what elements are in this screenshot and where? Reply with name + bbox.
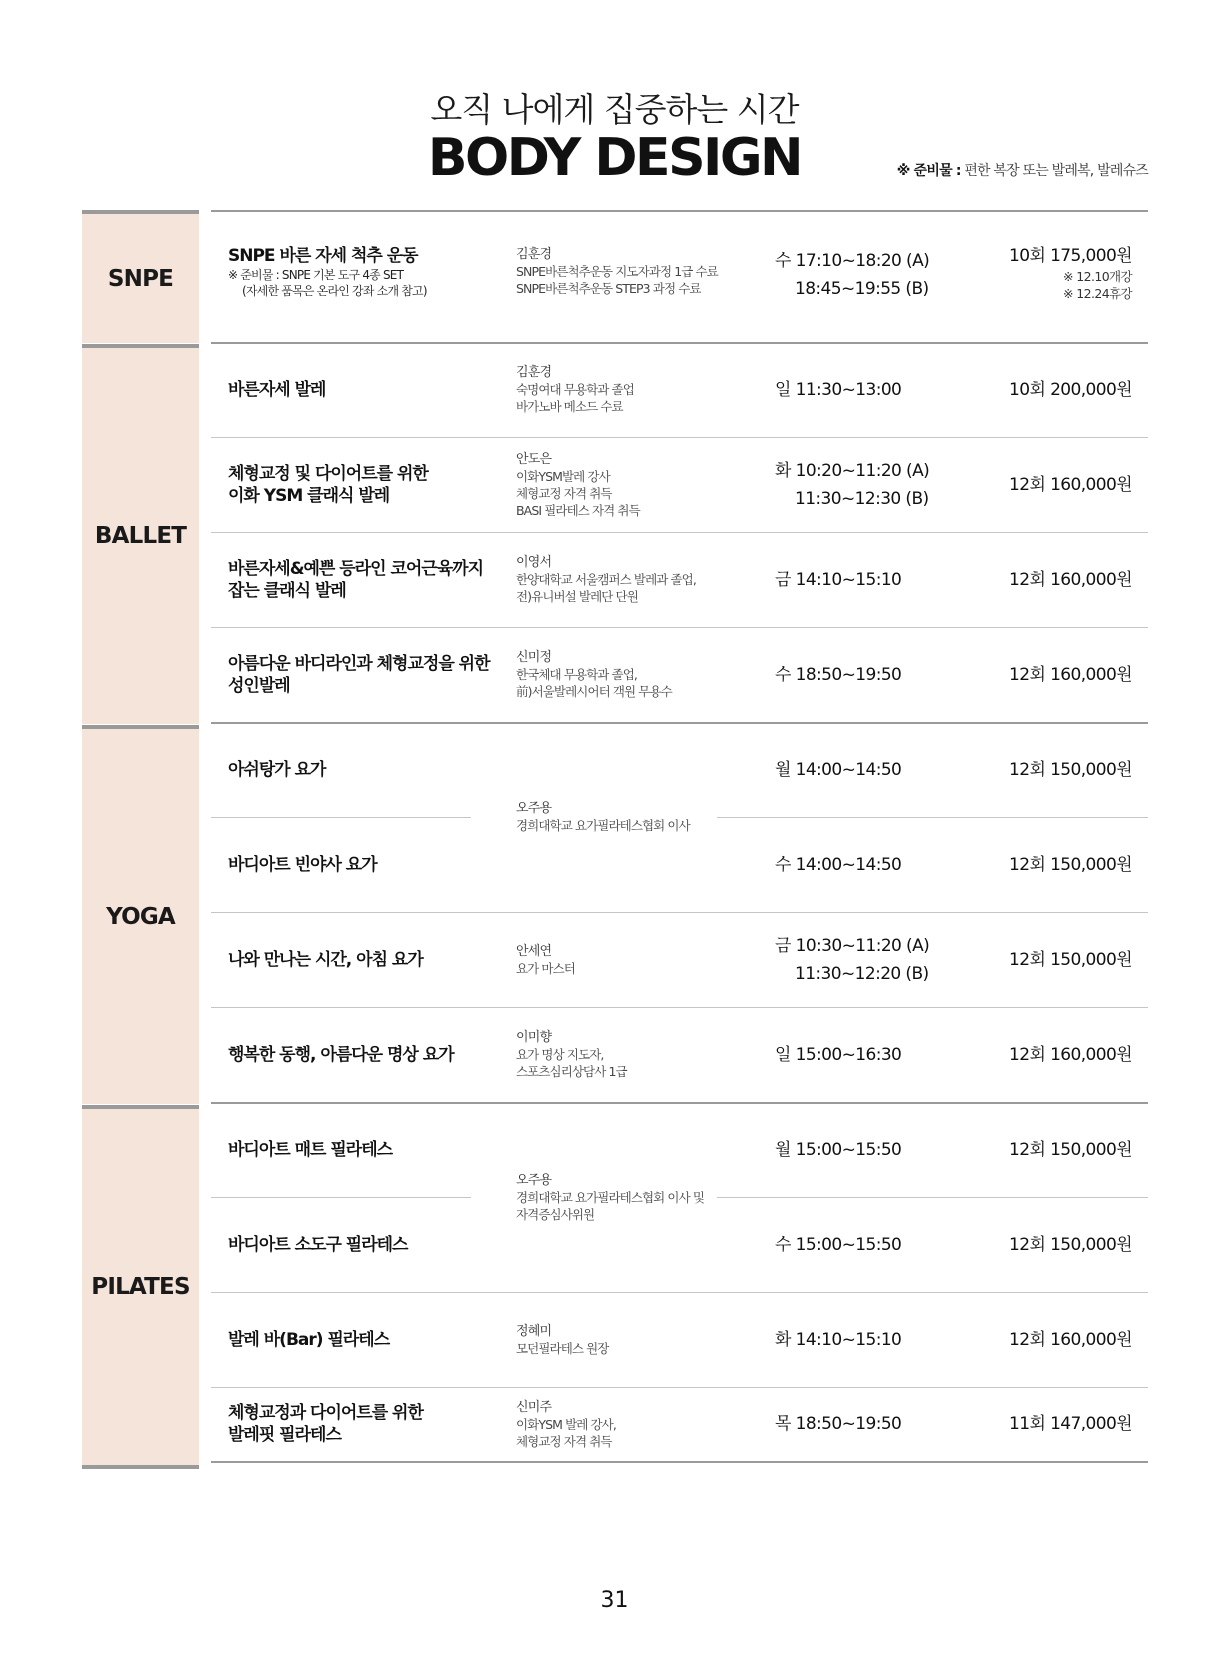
price-note: ※ 12.24휴강 — [1063, 286, 1132, 301]
instructor-credential: 자격증심사위원 — [516, 1206, 595, 1222]
class-name: 발레 바(Bar) 필라테스 — [228, 1329, 390, 1350]
class-name-cell — [228, 722, 498, 817]
class-name-cell — [228, 437, 498, 532]
schedule-time: 11:30~12:30 (B) — [795, 488, 929, 509]
instructor-credential: SNPE바른척추운동 지도자과정 1급 수료 — [516, 264, 718, 279]
class-name: 나와 만나는 시간, 아침 요가 — [228, 949, 423, 970]
price-cell — [960, 1292, 1132, 1387]
class-name: 바디아트 매트 필라테스 — [228, 1139, 393, 1160]
price-cell — [960, 342, 1132, 437]
instructor-name: 신미주 — [516, 1399, 552, 1415]
instructor-name: 오주용 — [516, 801, 552, 816]
schedule-time: 수 18:50~19:50 — [775, 664, 902, 685]
class-name-cell — [228, 1292, 498, 1387]
schedule-time: 수 15:00~15:50 — [775, 1234, 902, 1255]
price-cell — [960, 627, 1132, 722]
class-name-cell — [228, 1102, 498, 1197]
shared-instructor-cell — [516, 1102, 756, 1292]
price: 12회 150,000원 — [1009, 949, 1132, 970]
class-note: (자세한 품목은 온라인 강좌 소개 참고) — [242, 284, 427, 298]
preparation-note — [897, 160, 1148, 180]
category-yoga — [82, 725, 199, 1104]
instructor-name: 신미정 — [516, 650, 552, 665]
instructor-credential: 요가 명상 지도자, — [516, 1047, 604, 1062]
class-name: 바른자세 발레 — [228, 379, 326, 400]
price-cell — [960, 1007, 1132, 1102]
price-cell — [960, 1197, 1132, 1292]
schedule-cell — [775, 912, 975, 1007]
instructor-cell — [516, 437, 756, 532]
class-name: 체형교정 및 다이어트를 위한 — [228, 463, 428, 484]
instructor-cell — [516, 627, 756, 722]
price: 12회 160,000원 — [1009, 474, 1132, 495]
price-cell — [960, 1387, 1132, 1461]
price: 12회 160,000원 — [1009, 1044, 1132, 1065]
instructor-name: 이미향 — [516, 1030, 552, 1045]
schedule-cell — [775, 627, 975, 722]
schedule-cell — [775, 1102, 975, 1197]
class-name-cell — [228, 627, 498, 722]
class-name: SNPE 바른 자세 척추 운동 — [228, 246, 418, 266]
class-name-cell — [228, 1007, 498, 1102]
instructor-name: 안세연 — [516, 943, 552, 959]
class-name: 아름다운 바디라인과 체형교정을 위한 — [228, 653, 490, 674]
instructor-cell — [516, 912, 756, 1007]
category-ballet — [82, 344, 199, 724]
schedule-cell — [775, 1387, 975, 1461]
price: 12회 150,000원 — [1009, 1234, 1132, 1255]
price: 10회 175,000원 — [1009, 246, 1132, 266]
schedule-time: 수 17:10~18:20 (A) — [775, 251, 930, 271]
page-subtitle: 오직 나에게 집중하는 시간 — [430, 90, 799, 129]
price-cell — [960, 1102, 1132, 1197]
category-label: SNPE — [107, 265, 174, 292]
class-name: 행복한 동행, 아름다운 명상 요가 — [228, 1044, 454, 1065]
instructor-credential: BASI 필라테스 자격 취득 — [516, 502, 640, 518]
instructor-credential: 요가 마스터 — [516, 960, 575, 976]
instructor-credential: 이화YSM 발레 강사, — [516, 1416, 616, 1432]
instructor-name: 안도은 — [516, 451, 552, 467]
price: 12회 160,000원 — [1009, 664, 1132, 685]
instructor-cell — [516, 1387, 756, 1461]
instructor-credential: 경희대학교 요가필라테스협회 이사 및 — [516, 1189, 705, 1205]
instructor-name: 이영서 — [516, 555, 552, 570]
schedule-cell — [775, 722, 975, 817]
class-note: ※ 준비물 : SNPE 기본 도구 4종 SET — [228, 268, 404, 282]
instructor-credential: SNPE바른척추운동 STEP3 과정 수료 — [516, 281, 701, 296]
schedule-time: 18:45~19:55 (B) — [795, 279, 929, 299]
instructor-cell — [516, 1292, 756, 1387]
schedule-cell — [775, 1007, 975, 1102]
schedule-time: 월 15:00~15:50 — [775, 1139, 902, 1160]
instructor-name: 오주용 — [516, 1172, 552, 1188]
class-name: 발레핏 필라테스 — [228, 1425, 341, 1445]
price: 10회 200,000원 — [1009, 379, 1132, 400]
preparation-text: 편한 복장 또는 발레복, 발레슈즈 — [960, 163, 1148, 179]
shared-instructor-cell — [516, 722, 756, 912]
price: 11회 147,000원 — [1009, 1414, 1132, 1434]
instructor-credential: 숙명여대 무용학과 졸업 — [516, 382, 634, 397]
instructor-credential: 前)서울발레시어터 객원 무용수 — [516, 684, 672, 699]
class-name: 이화 YSM 클래식 발레 — [228, 485, 390, 506]
schedule-time: 수 14:00~14:50 — [775, 854, 902, 875]
schedule-cell — [775, 437, 975, 532]
schedule-cell — [775, 342, 975, 437]
class-name-cell — [228, 342, 498, 437]
instructor-name: 김훈경 — [516, 365, 552, 380]
price-cell — [960, 244, 1132, 314]
instructor-credential: 전)유니버설 발레단 단원 — [516, 589, 638, 604]
price-note: ※ 12.10개강 — [1063, 269, 1132, 284]
preparation-label: ※ 준비물 : — [896, 163, 961, 179]
schedule-cell — [775, 247, 975, 307]
schedule-cell — [775, 1292, 975, 1387]
instructor-credential: 바가노바 메소드 수료 — [516, 399, 623, 414]
class-name-cell — [228, 532, 498, 627]
category-pilates — [82, 1105, 199, 1469]
instructor-name: 정혜미 — [516, 1323, 552, 1339]
instructor-credential: 한국체대 무용학과 졸업, — [516, 667, 637, 682]
price: 12회 150,000원 — [1009, 759, 1132, 780]
price-cell — [960, 817, 1132, 912]
class-name: 바른자세&예쁜 등라인 코어근육까지 — [228, 558, 483, 579]
class-name-cell — [228, 245, 498, 307]
class-name-cell — [228, 912, 498, 1007]
schedule-time: 금 14:10~15:10 — [775, 569, 902, 590]
instructor-cell — [516, 342, 756, 437]
schedule-cell — [775, 532, 975, 627]
class-name: 잡는 클래식 발레 — [228, 580, 346, 601]
schedule-time: 화 14:10~15:10 — [775, 1329, 902, 1350]
price-cell — [960, 722, 1132, 817]
class-name: 체형교정과 다이어트를 위한 — [228, 1403, 423, 1423]
category-label: YOGA — [106, 903, 175, 930]
class-name: 성인발레 — [228, 675, 290, 696]
instructor-credential: 스포츠심리상담사 1급 — [516, 1064, 627, 1079]
instructor-cell — [516, 246, 756, 306]
class-name: 바디아트 소도구 필라테스 — [228, 1234, 408, 1255]
price: 12회 150,000원 — [1009, 1139, 1132, 1160]
category-label: BALLET — [94, 523, 187, 549]
schedule-time: 금 10:30~11:20 (A) — [775, 935, 930, 956]
instructor-credential: 이화YSM발레 강사 — [516, 468, 610, 484]
page-number: 31 — [600, 1588, 629, 1613]
schedule-time: 월 14:00~14:50 — [775, 759, 902, 780]
class-name-cell — [228, 1387, 498, 1461]
schedule-cell — [775, 1197, 975, 1292]
schedule-time: 목 18:50~19:50 — [775, 1414, 902, 1434]
price: 12회 160,000원 — [1009, 569, 1132, 590]
instructor-credential: 한양대학교 서울캠퍼스 발레과 졸업, — [516, 572, 696, 587]
table-bottom-rule — [211, 1461, 1148, 1463]
price-cell — [960, 532, 1132, 627]
instructor-name: 김훈경 — [516, 247, 552, 262]
schedule-time: 일 11:30~13:00 — [775, 379, 902, 400]
class-name: 아쉬탕가 요가 — [228, 759, 326, 780]
price: 12회 160,000원 — [1009, 1329, 1132, 1350]
class-name-cell — [228, 1197, 498, 1292]
price-cell — [960, 437, 1132, 532]
instructor-credential: 체형교정 자격 취득 — [516, 1433, 612, 1449]
instructor-credential: 경희대학교 요가필라테스협회 이사 — [516, 818, 690, 833]
table-top-rule — [211, 210, 1148, 212]
price: 12회 150,000원 — [1009, 854, 1132, 875]
instructor-cell — [516, 1007, 756, 1102]
page-title: BODY DESIGN — [427, 128, 802, 188]
schedule-time: 11:30~12:20 (B) — [795, 963, 929, 984]
price-cell — [960, 912, 1132, 1007]
instructor-cell — [516, 532, 756, 627]
class-name: 바디아트 빈야사 요가 — [228, 854, 377, 875]
schedule-cell — [775, 817, 975, 912]
instructor-credential: 모던필라테스 원장 — [516, 1340, 609, 1356]
category-label: PILATES — [91, 1274, 190, 1300]
schedule-time: 화 10:20~11:20 (A) — [775, 460, 930, 481]
instructor-credential: 체형교정 자격 취득 — [516, 485, 612, 501]
class-name-cell — [228, 817, 498, 912]
schedule-time: 일 15:00~16:30 — [775, 1044, 902, 1065]
category-snpe — [82, 210, 199, 343]
